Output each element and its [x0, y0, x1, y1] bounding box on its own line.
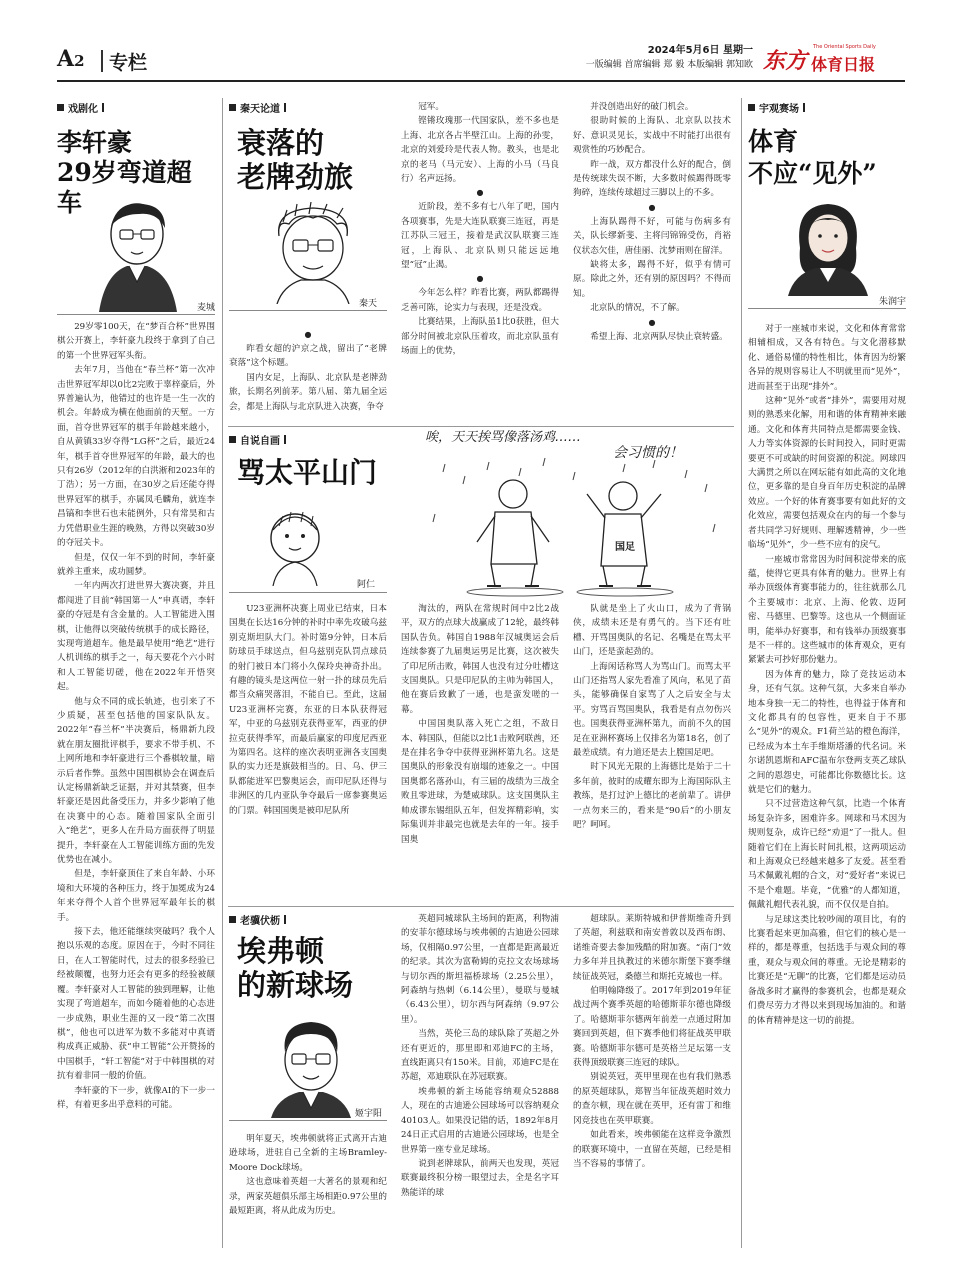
- paragraph: 如此看来，埃弗顿能在这样竞争激烈的联赛环境中，一直留在英超，已经是相当不容易的事情了。: [573, 1130, 731, 1169]
- paragraph: 对于一座城市来说，文化和体育常常相辅相成，又各有特色。与文化潜移默化、通俗易懂的特性相比，体育因为纷繁各异的规则容易让人不明就里而“见外”，进而甚至于出现“排外”。: [748, 324, 906, 392]
- headline-line: 的新球场: [237, 968, 354, 1002]
- section-divider-line: [228, 906, 734, 907]
- article-body-col2: [401, 602, 559, 902]
- paragraph: 昨一战，双方都没什么好的配合，倒是传统球失误不断，大多数时候踢得既零狗碎，连续传球超过三脚以上的不多。: [573, 159, 731, 199]
- separator-dot-icon: ●: [304, 330, 312, 339]
- byline-rule: [748, 308, 906, 309]
- paragraph: 29岁零100天，在“梦百合杯”世界围棋公开赛上，李轩豪九段终于拿到了自己的第一个世界冠军头衔。: [57, 322, 215, 361]
- cartoon-shirt-label: 国足: [615, 542, 635, 553]
- author-cartoon-avatar: [259, 504, 331, 586]
- separator-dot-icon: ●: [476, 274, 484, 284]
- column-rubric: 戏剧化: [57, 100, 215, 114]
- paragraph: 希望上海、北京两队尽快止衰转盛。: [590, 331, 728, 342]
- rubric-bar-icon: [803, 103, 805, 112]
- newspaper-brand: [763, 44, 905, 76]
- article-li-xuanhao: [57, 100, 215, 1250]
- article-body-col1: [229, 328, 387, 420]
- paragraph: 一座城市常常因为时间积淀带来的底蕴，使得它更具有体育的魅力。世界上有举办顶级体育赛事能力的，往往就那么几个主要城市：北京、上海、伦敦、迈阿密、马德里、巴黎等。这也从一个侧面证明，能举办好赛事，和有钱举办顶级赛事是不一样的。这些城市的体育观众，更有紧紧去可抄好那份魅力。: [748, 554, 906, 666]
- author-portrait-sketch: [257, 202, 369, 304]
- paragraph: 与足球这类比较吵闹的项目比，有的比赛看起来更加高雅，但它们的核心是一样的，都是尊重，包括选手与观众间的尊重，观众与观众间的尊重。无论是精彩的比赛还是“无聊”的比赛，它们都是运动员备战多时才赢得的参赛机会，也都是观众们费尽劳力才得以来到现场加油的。和谐的体育精神是这一切的前提。: [748, 914, 906, 1026]
- article-declining-giants: [229, 100, 733, 420]
- paragraph: 这也意味着英超一大著名的景观和纪录，两家英超俱乐部主场相距0.97公里的最短距离，将从此成为历史。: [229, 1177, 387, 1217]
- paragraph: 缺将太多，踢得不好，似乎有情可原。除此之外，还有别的原因吗？不得而知。: [573, 260, 731, 299]
- column-rubric: 自说自画: [229, 432, 733, 446]
- paragraph: 铿锵玫瑰那一代国家队，差不多也是上海、北京各占半壁江山。上海的孙雯，北京的刘爱玲是代表人物。教头，也是北京的老马（马元安）、上海的小马（马良行）名声远扬。: [401, 116, 559, 185]
- section-title: 专栏: [109, 52, 148, 74]
- article-body-col1: [229, 602, 387, 902]
- byline-rule: [229, 1120, 387, 1121]
- author-byline: 阿仁: [357, 580, 376, 590]
- author-byline: 麦城: [196, 303, 215, 313]
- paragraph: 国内女足，上海队、北京队是老牌劲旅，长期名列前茅。第八届、第九届全运会，都是上海队与北京队进入决赛，争夺: [229, 372, 387, 412]
- separator-dot-icon: ●: [648, 202, 656, 212]
- paragraph: 超球队。莱斯特城和伊普斯维奇升到了英超，利兹联和南安普敦以及西布朗、诺维奇要去参加残酷的附加赛。“南门”效力多年并且执教过的米德尔斯堡下赛季继续征战英冠，桑德兰和斯托克城也一样。: [573, 914, 731, 982]
- article-body-col2: [401, 912, 559, 1246]
- paragraph: 去年7月，当他在“春兰杯”第一次冲击世界冠军却以0比2完败于辜梓豪后，外界普遍认为，他错过的也许是一生一次的机会。年龄成为横在他面前的天堑。一方面，首夺世界冠军的棋手年龄越来越小，自从黄镇33岁夺得“LG杯”之后，最近24年，棋手首夺世界冠军的年龄，最大的也只有26岁（2012年的白洪淅和2023年的丁浩）；另一方面，在30岁之后还能夺得世界冠军的棋手，亦属凤毛麟角，就连李昌镐和李世石也未能例外，只有常昊和古力凭借职业生涯的晚熟，方得以突破30岁的夺冠关卡。: [57, 365, 215, 549]
- article-body-col1: [229, 1132, 387, 1244]
- cartoon-caption-left: 唉，天天挨骂像落汤鸡……: [425, 430, 582, 445]
- column-divider: [222, 98, 223, 1248]
- paragraph: 队就是坐上了火山口，成为了背锅侠，成绩未还是有勇气的。当下还有吐槽、开骂国奥队的名记、名嘴是在骂太平山门，还是蛮起劲的。: [573, 604, 731, 658]
- paragraph: 别说英冠，英甲里现在也有我们熟悉的原英超球队，郑智当年征战英超时效力的查尔顿，现在就在英甲，还有雷丁和维冈竞技也在英甲联赛。: [573, 1072, 731, 1126]
- section-divider: [101, 50, 103, 72]
- rubric-bar-icon: [102, 103, 104, 112]
- author-photo: [778, 196, 878, 296]
- paragraph: 时下风光无限的上海德比是始于二十多年前，彼时的成耀东即为上海国际队主教练，是打过沪上德比的老前辈了。讲伊一点勿来三的，看来是“90后”的小朋友吧？呵呵。: [573, 762, 731, 831]
- headline-line: 衰落的: [237, 126, 325, 160]
- rubric-square-icon: [57, 104, 64, 111]
- article-body-col3: [573, 100, 731, 422]
- paragraph: 这种“见外”或者“排外”，需要用对规则的熟悉来化解，用和谐的体育精神来融通。文化和体育共同特点是都需要金钱、人力等实体资源的长时间投入，同时更需要更不可或缺的时间资源的积淀。网球四大满贯之所以在网坛能有如此高的文化地位，更多靠的是自身百年历史积淀的品牌效应。一个好的体育赛事要有如此好的文化效应，需要包括观众在内的每一个参与者共同学习好规则、理解透精神，少一些临场“见外”，少一些不应有的戾气。: [748, 396, 906, 551]
- rubric-square-icon: [229, 104, 236, 111]
- byline-rule: [57, 314, 215, 315]
- rubric-bar-icon: [284, 103, 286, 112]
- paragraph: 只不过营造这种气氛，比造一个体育场复杂许多，困难许多。网球和马术因为规则复杂，成许已经“劝退”了一批人。但随着它们在上海长时间扎根，这两项运动和上海观众已经越来越多了友爱。甚至看马术佩戴礼帽的合文，对“爱好者”来说已不是个难题。毕竟，“优雅”的人都知道，佩戴礼帽代表礼貌，而不仅仅是自拍。: [748, 799, 906, 911]
- page-number-digit: 2: [74, 52, 85, 70]
- paragraph: 接下去，他还能继续突破吗？我个人抱以乐观的态度。原因在于，今时不同往日，在人工智能时代，过去的很多经验已经被颠覆，也努力还会有更多的经验被颠覆。李轩豪对人工智能的独到理解，让他实现了弯道超车，而如今随着他的心态进一步成熟，职业生涯的又一段“第二次围棋”，他也可以进军为数不多能对中真谞构成真正威胁、获“申工智能”公开赞扬的中国棋手，“轩工智能”对于中韩围棋的对抗有着非同一般的价值。: [57, 927, 215, 1082]
- column-rubric: 宇观赛场: [748, 100, 906, 114]
- cartoon-caption-right: 会习惯的！: [613, 445, 683, 461]
- paragraph: 近阶段，差不多有七八年了吧，国内各项赛事，先是大连队联赛三连冠，再是江苏队三冠王，接着是武汉队联赛三连冠，上海队、北京队则只能远远地望“冠”止渴。: [401, 202, 559, 271]
- cartoon-drawing: [425, 454, 725, 598]
- paragraph: 上海闲话称骂人为骂山门。而骂太平山门还指骂人家先看准了风向，私见了苗头，能够确保自家骂了人之后安全与太平。穷骂百骂国奥队，我看是有点勿伤兴也。国奥获得亚洲杯第九，而前不久的国足在亚洲杯赛场上仅排名为第18名，创了最差成绩。有力道还是去上膛国足吧。: [573, 661, 731, 759]
- separator-dot-icon: ●: [648, 317, 656, 327]
- article-body-col2: [401, 100, 559, 422]
- rubric-square-icon: [229, 916, 236, 923]
- paragraph: 李轩豪的下一步，就像AI的下一步一样，有着更多出乎意料的可能。: [57, 1085, 215, 1110]
- author-byline: 朱润宇: [878, 297, 906, 307]
- brand-english-name: The Oriental Sports Daily: [813, 44, 876, 50]
- column-rubric: 秦天论道: [229, 100, 733, 114]
- paragraph: 英超同城球队主场间的距离，利物浦的安菲尔德球场与埃弗顿的古迪逊公园球场，仅相隔0.97公里，一直都是距离最近的纪录。其次为富勒姆的克拉文农场球场与切尔西的斯坦福桥球场（2.25公里），阿森纳与热刺（6.14公里），曼联与曼城（6.43公里），切尔西与阿森纳（9.97公里）。: [401, 914, 559, 1025]
- brand-name: 体育日报: [811, 55, 876, 74]
- paragraph: 北京队的情况，不了解。: [590, 303, 685, 314]
- byline-rule: [229, 310, 387, 311]
- paragraph: U23亚洲杯决赛上周业已结束，日本国奥在长达16分钟的补时中率先攻破乌兹别克斯坦队大门。补时第9分钟，日本后防球员手球送点，但乌兹别克队罚点球员的射门被日本门将小久保玲央神奇扑出。有趣的镜头是这两位一射一扑的球员先后都当众痛哭落泪，不能自已。至此，这届U23亚洲杯完赛，东亚的日本队获得冠军，中亚的乌兹别克获得亚军，西亚的伊拉克获得季军，而最后赢家的印度尼西亚为第四名。这样的座次表明亚洲各支国奥队的实力还是旗鼓相当的。日、乌、伊三队都能进军巴黎奥运会，而印尼队还得与非洲区的几内亚队争夺最后一席参赛奥运的门票。韩国国奥是被印尼队所: [229, 604, 387, 816]
- article-headline: [748, 126, 906, 190]
- issue-info: [586, 44, 753, 72]
- paragraph: 因为体育的魅力，除了竞技运动本身，还有气氛。这种气氛，大多来自举办地本身独一无二的特性，也得益于体育和文化都具有的包容性，更来自于不那么“见外”的观众。F1荷兰站的橙色海洋，已经成为本土车手维斯塔潘的代名词。米尔诺凯恩斯和AFC温布尔登两支英乙球队之间的恩怨史，可能都比你数德比长。这就是它们的魅力。: [748, 669, 906, 795]
- paragraph: 明年夏天，埃弗顿就将正式离开古迪逊球场，进驻自己全新的主场Bramley-Moore Dock球场。: [229, 1134, 387, 1173]
- paragraph: 他与众不同的成长轨迹，也引来了不少质疑，甚至包括他的国家队队友。2022年“春兰杯”半决赛后，杨鼎新九段就在朋友圈批评棋手，要求不带手机、不上网所地和李轩豪进行三个番棋较量，暗示后者作弊。虽然中国围棋协会在调查后认定杨鼎新缺乏证据，并对其禁赛，但李轩豪还是因此备受压力，并多少影响了他在决赛中的心态。随着国家队全面引入“绝艺”，更多人在升局方面获得了明显提升，李轩豪在人工智能训练方面的先发优势也在减小。: [57, 696, 215, 866]
- paragraph: 比赛结果，上海队虽1比0获胜，但大部分时间被北京队压着攻，而北京队虽有场面上的优势，: [401, 317, 559, 357]
- paragraph: 昨看女超的沪京之战，留出了“老牌衰落”这个标题。: [229, 344, 387, 369]
- article-headline: [237, 126, 353, 194]
- brand-logo-mark: 东方: [763, 49, 808, 74]
- author-portrait-sketch: [261, 1016, 361, 1118]
- page-number: A2: [57, 46, 85, 72]
- paragraph: 但是，仅仅一年不到的时间，李轩豪就养主重来，成功圆梦。: [57, 552, 215, 577]
- author-portrait-sketch: [87, 198, 187, 312]
- headline-line: 29岁弯道超车: [57, 158, 192, 217]
- headline-line: 埃弗顿: [237, 934, 325, 968]
- article-sports-openness: [748, 100, 906, 1250]
- article-headline: 骂太平山门: [237, 456, 378, 489]
- paragraph: 很助时候的上海队、北京队以技术好、意识灵见长，实战中不时能打出很有观赏性的巧妙配合。: [573, 116, 731, 156]
- paragraph: 埃弗顿的新主场能容纳观众52888人，现在的古迪逊公园球场可以容纳观众40103人。如果没记错的话，1892年8月24日正式启用的古迪逊公园球场，也是全世界第一座专业足球场。: [401, 1086, 559, 1155]
- column-divider: [741, 98, 742, 1248]
- paragraph: 冠军。: [418, 102, 444, 112]
- paragraph: 当然，英伦三岛的球队除了英超之外还有更近的，那里即和邓迪FC的主场，直线距离只有150米。目前，邓迪FC是在苏超，邓迪联队在苏冠联赛。: [401, 1029, 559, 1083]
- headline-line: 李轩豪: [57, 128, 133, 157]
- masthead-rule: [57, 80, 905, 82]
- paragraph: 中国国奥队落入死亡之组，不敌日本、韩国队，但能以2比1击败阿联酋，还是在排名争夺中获得亚洲杯第九名。这是国奥队的形象没有崩塌的迹象之一。中国国奥都名落孙山，有三届的战绩为三战全败且零进球，为楚威球队。这支国奥队主帅成谬东锡组队五年，但发挥精彩响，实际集训并非最完也就是去年的一年。接手国奥: [401, 719, 559, 845]
- headline-line: 体育: [748, 127, 799, 156]
- article-headline: [237, 934, 353, 1002]
- byline-rule: [229, 592, 387, 593]
- author-byline: 秦天: [359, 299, 378, 309]
- rubric-square-icon: [229, 436, 236, 443]
- rubric-bar-icon: [284, 435, 286, 444]
- article-body-col3: [573, 602, 731, 902]
- paragraph: 并没创造出好的破门机会。: [590, 102, 694, 112]
- editorial-cartoon: [425, 420, 725, 598]
- author-byline: 姬宇阳: [355, 1109, 383, 1119]
- paragraph: 伯明翰降级了。2017年到2019年征战过两个赛季英超的哈德斯菲尔德也降级了。哈德斯菲尔德两年前差一点通过附加赛回到英超，但下赛季他们将征战英甲联赛。哈德斯菲尔德可是英格兰足坛第一支获得顶级联赛三连冠的球队。: [573, 986, 731, 1069]
- article-everton: [229, 912, 733, 1250]
- paragraph: 上海队踢得不好，可能与伤病多有关，队长缪新斐、主将闫锦锦受伤，肖裕仪状态欠佳，唐佳丽、沈梦雨则在留洋。: [573, 216, 731, 256]
- article-body: [748, 322, 906, 1240]
- rubric-bar-icon: [284, 915, 286, 924]
- article-body: [57, 320, 215, 1235]
- paragraph: 说到老牌球队，前两天也发现，英冠联赛最终积分榜一眼望过去，全是名字耳熟能详的球: [401, 1158, 559, 1198]
- masthead: [57, 42, 905, 78]
- headline-line: 老牌劲旅: [237, 160, 354, 194]
- paragraph: 今年怎么样？昨看比赛，两队都踢得乏善可陈，论实力与表现，还是没戏。: [401, 288, 559, 313]
- separator-dot-icon: ●: [476, 188, 484, 198]
- editors-line: 一版编辑 首席编辑 郑 毅 本版编辑 郭知欧: [585, 60, 753, 70]
- issue-date: 2024年5月6日 星期一: [647, 45, 753, 56]
- article-body-col3: [573, 912, 731, 1246]
- headline-line: 不应“见外”: [748, 159, 877, 188]
- column-rubric: 老骥伏枥: [229, 912, 733, 926]
- paragraph: 淘汰的，两队在常规时间中2比2战平，双方的点球大战赢成了12轮，最终韩国队告负。韩国自1988年汉城奥运会后连续参赛了九届奥运男足比赛，这次被失了印尼所击败，韩国人也没有过分吐槽这支国奥队。只是印尼队的主帅为韩国人，他在赛后致歉了一通，也是蛮发嗟的一幕。: [401, 604, 559, 715]
- paragraph: 一年内两次打进世界大赛决赛，并且都闯进了目前“韩国第一人”申真谞，李轩豪的夺冠是有含金量的。人工智能进入围棋，让他得以突破传统棋手的成长路径，实现弯道超车。他是最早使用“绝艺”进行人机训练的棋手之一，每天要花个六小时和人工智能切磋，他在2022年开悟突起。: [57, 581, 215, 693]
- rubric-square-icon: [748, 104, 755, 111]
- article-scolding: [229, 432, 733, 902]
- paragraph: 但是，李轩豪顶住了来自年龄、小环境和大环境的各种压力，终于加冕成为24年来夺得个人首个世界冠军最年长的棋手。: [57, 869, 215, 923]
